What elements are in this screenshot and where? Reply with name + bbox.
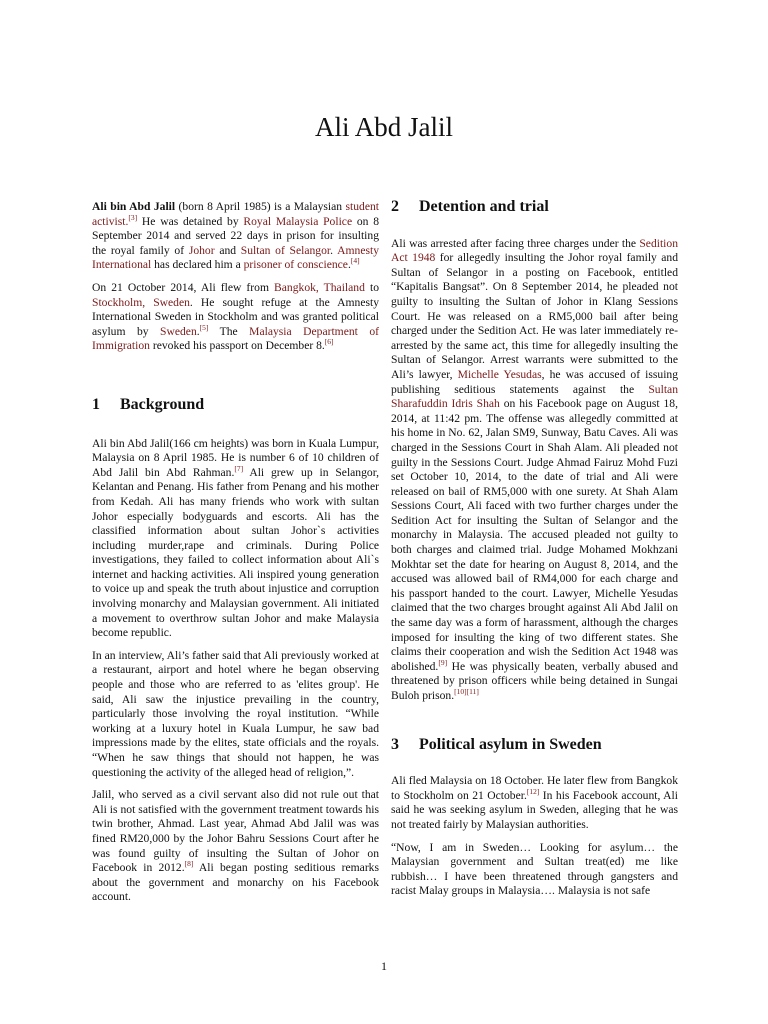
text-run: On 21 October 2014, Ali flew from [92, 280, 275, 294]
wiki-link[interactable]: . [125, 214, 129, 228]
text-run: to [364, 280, 379, 294]
wiki-link[interactable]: Sweden [160, 324, 197, 338]
asylum-paragraph-1 [391, 774, 678, 832]
citation-ref[interactable]: [10][11] [454, 687, 479, 697]
citation-ref[interactable]: [12] [526, 786, 540, 796]
text-run: on his Facebook page on August 18, 2014, at 11:42 pm. The offense was allegedly committed at his home in No. 62, Jalan SM9, Sunway, Batu Caves. Ali was charged in the Sessions Court in Shah Alam. Ali pleaded not guilty in the Sessions Court. Judge Ahmad Fairuz Mohd Fuzi set October 10, 2014, to the date of trial and Ali were released on bail of RM5,000 with one surety. At Shah Alam Sessions Court, Ali faced with two further charges under the Sedition Act for insulting the Sultan of Selangor and the monarchy in Malaysia. The accused pleaded not guilty to both charges and claimed trial. Judge Mohamed Mokhzani Mokhtar set the date for hearing on August 8, 2014, and the accused was allowed bail of RM4,000 for each charge and his passport handed to the court. Lawyer, Michelle Yesudas claimed that the two charges brought against Ali Abd Jalil on the same day was a form of harassment, although the charges imposed for insulting the king of two different states. She claims their cooperation and wish the Sedition Act 1948 was abolished. [391, 397, 678, 673]
text-run: . He sought refuge at the Amnesty International Sweden in Stockholm and was granted political asylum by [92, 295, 380, 338]
text-run: In an interview, Ali’s father said that Ali previously worked at a restaurant, airport and hotel where he began observing people and those who are referred to as 'elites group'. He said, Ali saw the injustice prevailing in the country, particularly those involving the royal institution. “While working at a luxury hotel in Kuala Lumpur, he saw bad impressions made by the elites, state officials and the royals. “When he saw things that should not happen, he was questioning the activity of the alleged head of religion,”. [92, 648, 379, 779]
wiki-link[interactable]: Michelle Yesudas [457, 367, 542, 381]
text-run: “Now, I am in Sweden… Looking for asylum… the Malaysian government and Sultan treat(ed) me like rubbish… I have been threatened through gangsters and racist Malay groups in Malaysia…. Malaysia is not safe [391, 840, 678, 898]
text-run: . [330, 243, 338, 257]
text-run: , he was accused of issuing publishing seditious statements against the [391, 367, 679, 396]
text-run: Jalil, who served as a civil servant also did not rule out that Ali is not satisfied with the government treatment towards his twin brother, Ahmad. Last year, Ahmad Abd Jalil was was fined RM20,000 by the Johor Bahru Sessions Court after he was found guilty of insulting the Sultan of Johor on Facebook in 2012. [92, 788, 379, 875]
text-run: In his Facebook account, Ali said he was seeking asylum in Sweden, alleging that he was not treated fairly by Malaysian authorities. [391, 788, 678, 831]
citation-ref[interactable]: [9] [438, 657, 448, 667]
wiki-link[interactable]: Sultan Sharafuddin Idris Shah [391, 382, 678, 411]
text-run: on 8 September 2014 and served 22 days in prison for insulting the royal family of [92, 214, 380, 257]
text-run: for allegedly insulting the Johor royal family and Sultan of Selangor in a posting on Facebook, entitled “Kapitalis Bangsat”. On 8 September 2014, he pleaded not guilty to insulting the Sultan of Johor in Klang Sessions Court. He was released on a RM5,000 bail after being charged under the Sedition Act. He was later immediately re-arrested by the same act, this time for allegedly insulting the Sultan of Selangor. Arrest warrants were submitted to the Ali’s lawyer, [391, 251, 678, 381]
section-heading-asylum [391, 735, 678, 753]
left-column [92, 200, 379, 913]
wiki-link[interactable]: Sedition Act 1948 [391, 236, 678, 265]
text-run: . [196, 324, 200, 338]
citation-ref[interactable]: [5] [199, 322, 209, 332]
section-heading-detention [391, 200, 678, 215]
asylum-paragraph-2 [391, 841, 678, 899]
section-number: 3 [391, 735, 399, 753]
intro-paragraph-1 [92, 200, 379, 273]
section-number: 2 [391, 198, 399, 215]
text-run: Ali grew up in Selangor, Kelantan and Penang. His father from Penang and his mother from Kedah. Ali has many friends who work with sultan Johor especially bodyguards and escorts. Ali has the classified information about sultan Johor`s activities including murder,rape and criminals. During Police investigations, they failed to collect information about Ali`s internet and hacking activities. Ali inspired young generation to voice up and speak the truth about injustice and corruption involving monarchy and Malaysian government. Ali initiated a movement to overthrow sultan Johor and make Malaysia become republic. [92, 465, 379, 640]
text-run: He was physically beaten, verbally abused and threatened by prison officers while being detained in Sungai Buloh prison. [391, 659, 678, 702]
text-run: The [208, 324, 250, 338]
page-number: 1 [381, 959, 387, 973]
section-heading-background [92, 395, 379, 413]
text-run: . [347, 258, 351, 272]
text-run: Ali was arrested after facing three charges under the [391, 236, 640, 250]
section-title: Detention and trial [419, 198, 549, 215]
citation-ref[interactable]: [4] [350, 256, 360, 266]
bold-text: Ali bin Abd Jalil [92, 200, 176, 213]
citation-ref[interactable]: [8] [184, 859, 194, 869]
text-run: revoked his passport on December 8. [149, 339, 325, 353]
wiki-link[interactable]: prisoner of conscience [243, 258, 348, 272]
text-run: has declared him a [151, 258, 244, 272]
citation-ref[interactable]: [7] [234, 463, 244, 473]
section-title: Political asylum in Sweden [419, 735, 602, 753]
text-run: He was detained by [137, 214, 244, 228]
wiki-link[interactable]: student activist [92, 200, 379, 228]
wiki-link[interactable]: Sultan of Selangor [240, 243, 331, 257]
wiki-link[interactable]: Johor [188, 243, 215, 257]
wiki-link[interactable]: Bangkok, Thailand [274, 280, 365, 294]
citation-ref[interactable]: [3] [128, 212, 138, 222]
background-paragraph-1 [92, 437, 379, 641]
text-run: and [214, 243, 241, 257]
text-run: Ali began posting seditious remarks about the government and monarchy on his Facebook account. [92, 861, 379, 904]
section-title: Background [120, 395, 205, 413]
citation-ref[interactable]: [6] [324, 337, 334, 347]
wiki-link[interactable]: Malaysia Department of Immigration [92, 324, 379, 353]
detention-paragraph-1 [391, 237, 678, 704]
intro-paragraph-2 [92, 281, 379, 354]
text-run: Ali bin Abd Jalil(166 cm heights) was born in Kuala Lumpur, Malaysia on 8 April 1985. He is number 6 of 10 children of Abd Jalil bin Abd Rahman. [92, 436, 379, 479]
background-paragraph-3 [92, 788, 379, 905]
background-paragraph-2 [92, 649, 379, 780]
section-number: 1 [92, 395, 100, 413]
page-title: Ali Abd Jalil [314, 112, 453, 142]
text-run: Ali fled Malaysia on 18 October. He later flew from Bangkok to Stockholm on 21 October. [391, 774, 678, 802]
wiki-link[interactable]: Royal Malaysia Police [243, 214, 353, 228]
wiki-link[interactable]: Amnesty International [92, 243, 379, 272]
text-run: (born 8 April 1985) is a Malaysian [175, 200, 346, 213]
wiki-link[interactable]: Stockholm, Sweden [92, 295, 190, 309]
right-column [391, 200, 678, 907]
